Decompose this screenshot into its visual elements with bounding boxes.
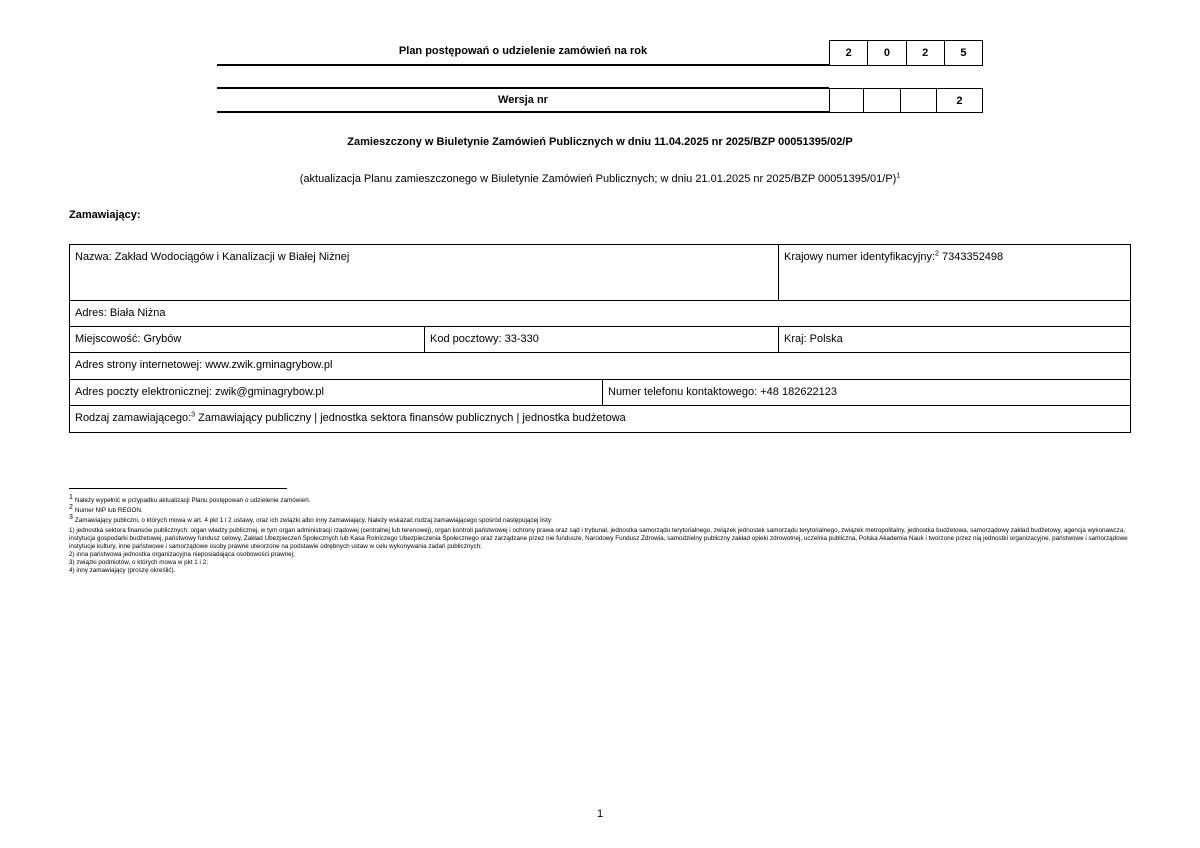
footnote-number: 3 bbox=[69, 513, 73, 521]
list-item: 3) związki podmiotów, o których mowa w pkt 1 i 2; bbox=[69, 559, 208, 566]
table-row bbox=[70, 352, 1130, 379]
buyer-phone: Numer telefonu kontaktowego: +48 182622123 bbox=[602, 380, 1130, 405]
buyer-id bbox=[778, 245, 1130, 300]
footnote-text: Zamawiający publiczni, o których mowa w art. 4 pkt 1 i 2 ustawy, oraz ich związki albo inny zamawiający. Należy wskazać rodzaj zamawiającego spośród następującej listy: bbox=[74, 517, 553, 524]
plan-title-underline bbox=[217, 64, 829, 66]
table-row bbox=[70, 300, 1130, 326]
footnote-divider bbox=[69, 488, 287, 489]
buyer-city: Miejscowość: Grybów bbox=[75, 333, 182, 345]
year-boxes bbox=[829, 40, 983, 66]
year-digit: 2 bbox=[906, 41, 944, 65]
buyer-section-label: Zamawiający: bbox=[69, 209, 141, 221]
footnote-list bbox=[69, 527, 1133, 575]
table-row bbox=[70, 326, 1130, 352]
update-line bbox=[0, 173, 1200, 185]
version-boxes bbox=[829, 88, 983, 113]
year-digit: 5 bbox=[944, 41, 982, 65]
version-digit bbox=[863, 89, 899, 112]
footnotes bbox=[69, 493, 1133, 575]
version-digit: 2 bbox=[936, 89, 982, 112]
table-row bbox=[70, 405, 1130, 432]
buyer-name: Nazwa: Zakład Wodociągów i Kanalizacji w Białej Niżnej bbox=[75, 251, 350, 263]
table-row bbox=[70, 379, 1130, 405]
list-item: 2) inna państwowa jednostka organizacyjna nieposiadająca osobowości prawnej; bbox=[69, 551, 295, 558]
footnote-ref: 1 bbox=[896, 172, 901, 180]
buyer-type-label: Rodzaj zamawiającego: bbox=[75, 412, 192, 424]
footnote-number: 1 bbox=[69, 493, 73, 501]
version-digit bbox=[900, 89, 936, 112]
footnote-ref: 2 bbox=[935, 250, 939, 258]
page-number: 1 bbox=[596, 808, 604, 820]
footnote-number: 2 bbox=[69, 503, 73, 511]
buyer-table bbox=[69, 244, 1131, 433]
footnote-ref: 3 bbox=[191, 411, 196, 419]
buyer-type bbox=[70, 406, 1130, 432]
table-row bbox=[70, 245, 1130, 300]
buyer-id-label: Krajowy numer identyfikacyjny: bbox=[784, 251, 936, 263]
footnote bbox=[69, 503, 1133, 515]
footnote bbox=[69, 493, 1133, 505]
buyer-email: Adres poczty elektronicznej: zwik@gminagrybow.pl bbox=[75, 386, 324, 398]
version-topline bbox=[217, 87, 829, 89]
buyer-postal-code: Kod pocztowy: 33-330 bbox=[424, 327, 778, 352]
year-digit: 0 bbox=[867, 41, 905, 65]
buyer-type-value: Zamawiający publiczny | jednostka sektora finansów publicznych | jednostka budżetowa bbox=[198, 412, 626, 424]
buyer-id-value: 7343352498 bbox=[941, 251, 1004, 263]
version-underline bbox=[217, 111, 829, 113]
buyer-country: Kraj: Polska bbox=[778, 327, 1130, 352]
footnote bbox=[69, 513, 1133, 525]
buyer-website: Adres strony internetowej: www.zwik.gminagrybow.pl bbox=[75, 359, 333, 371]
version-digit bbox=[830, 89, 863, 112]
list-item: 4) inny zamawiający (proszę określić). bbox=[69, 567, 176, 574]
plan-title: Plan postępowań o udzielenie zamówień na rok bbox=[398, 45, 648, 57]
footnote-text: Należy wypełnić w przypadku aktualizacji Planu postępowań o udzielenie zamówień. bbox=[74, 497, 311, 504]
list-item: 1) jednostka sektora finansów publicznych: organ władzy publicznej, w tym organ administracji rządowej (centralnej lub terenowej), organ kontroli państwowej i ochrony prawa oraz sąd i trybunał, jednostka samorządu terytorialnego, związek jednostek samorządu terytorialnego, związek metropolitalny, jednostka budżetowa, samorządowy zakład budżetowy, agencja wykonawcza, instytucja gospodarki budżetowej, państwowy fundusz celowy, Zakład Ubezpieczeń Społecznych lub Kasa Rolniczego Ubezpieczenia Społecznego oraz zarządzane przez nie fundusze, Narodowy Fundusz Zdrowia, samodzielny publiczny zakład opieki zdrowotnej, uczelnia publiczna, Polska Akademia Nauk i tworzone przez nią jednostki organizacyjne, państwowe i samorządowe instytucje kultury, inne państwowe i samorządowe osoby prawne utworzone na podstawie odrębnych ustaw w celu wykonywania zadań publicznych; bbox=[69, 527, 1128, 550]
published-line: Zamieszczony w Biuletynie Zamówień Publicznych w dniu 11.04.2025 nr 2025/BZP 00051395/02/P bbox=[347, 136, 853, 148]
year-digit: 2 bbox=[845, 47, 852, 59]
buyer-address: Adres: Biała Niżna bbox=[75, 307, 166, 319]
version-label: Wersja nr bbox=[498, 94, 548, 106]
update-line-text: (aktualizacja Planu zamieszczonego w Biuletynie Zamówień Publicznych; w dniu 21.01.2025 nr 2025/BZP 00051395/01/P) bbox=[299, 173, 897, 185]
footnote-text: Numer NIP lub REGON. bbox=[74, 507, 143, 514]
